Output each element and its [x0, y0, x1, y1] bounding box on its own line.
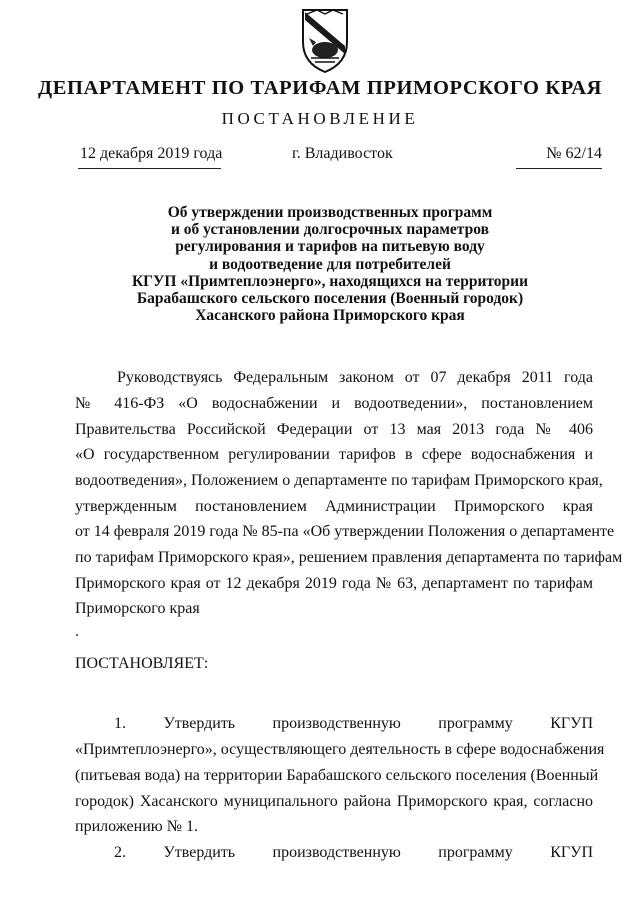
title-line: и об установлении долгосрочных параметров: [171, 221, 489, 239]
item-1-line: (питьевая вода) на территории Барабашского сельского поселения (Военный: [75, 767, 599, 784]
document-type: ПОСТАНОВЛЕНИЕ: [221, 109, 419, 128]
preamble-line: Приморского края: [75, 600, 200, 617]
title-line: Барабашского сельского поселения (Военный городок): [136, 290, 524, 308]
preamble-line: № 416-ФЗ «О водоснабжении и водоотведении», постановлением: [75, 395, 593, 412]
date-underline: [78, 168, 221, 169]
title-line: регулирования и тарифов на питьевую воду: [175, 238, 485, 256]
document-number: № 62/14: [546, 145, 602, 162]
scan-speck: [76, 634, 78, 636]
document-title: [100, 204, 560, 324]
item-1-line: городок) Хасанского муниципального района Приморского края, согласно: [75, 793, 593, 810]
preamble-line: утвержденным постановлением Администрации Приморского края: [75, 498, 593, 515]
preamble-line: по тарифам Приморского края», решением правления департамента по тарифам: [75, 549, 623, 566]
preamble-line: Правительства Российской Федерации от 13 мая 2013 года № 406: [75, 421, 593, 438]
title-line: КГУП «Примтеплоэнерго», находящихся на территории: [131, 272, 529, 290]
title-line: Об утверждении производственных программ: [167, 204, 493, 221]
number-underline: [516, 168, 602, 169]
title-line: Хасанского района Приморского края: [195, 307, 465, 325]
item-2-line: 2. Утвердить производственную программу КГУП: [114, 844, 593, 861]
agency-name: ДЕПАРТАМЕНТ ПО ТАРИФАМ ПРИМОРСКОГО КРАЯ: [37, 77, 603, 99]
preamble-line: «О государственном регулировании тарифов в сфере водоснабжения и: [75, 446, 593, 463]
item-1-line: 1. Утвердить производственную программу КГУП: [114, 715, 593, 732]
document-city: г. Владивосток: [292, 145, 393, 162]
coat-of-arms-emblem: [299, 6, 351, 74]
preamble-line: водоотведения», Положением о департаменте по тарифам Приморского края,: [75, 472, 603, 489]
item-1-line: приложению № 1.: [75, 818, 198, 835]
title-line: и водоотведение для потребителей: [209, 255, 451, 273]
preamble-line: Приморского края от 12 декабря 2019 года № 63, департамент по тарифам: [75, 575, 593, 592]
decree-word: ПОСТАНОВЛЯЕТ:: [75, 655, 209, 672]
item-1-line: «Примтеплоэнерго», осуществляющего деятельность в сфере водоснабжения: [75, 741, 605, 758]
preamble-line: Руководствуясь Федеральным законом от 07 декабря 2011 года: [117, 369, 593, 386]
preamble-line: от 14 февраля 2019 года № 85-па «Об утверждении Положения о департаменте: [75, 523, 615, 540]
document-date: 12 декабря 2019 года: [80, 145, 223, 162]
